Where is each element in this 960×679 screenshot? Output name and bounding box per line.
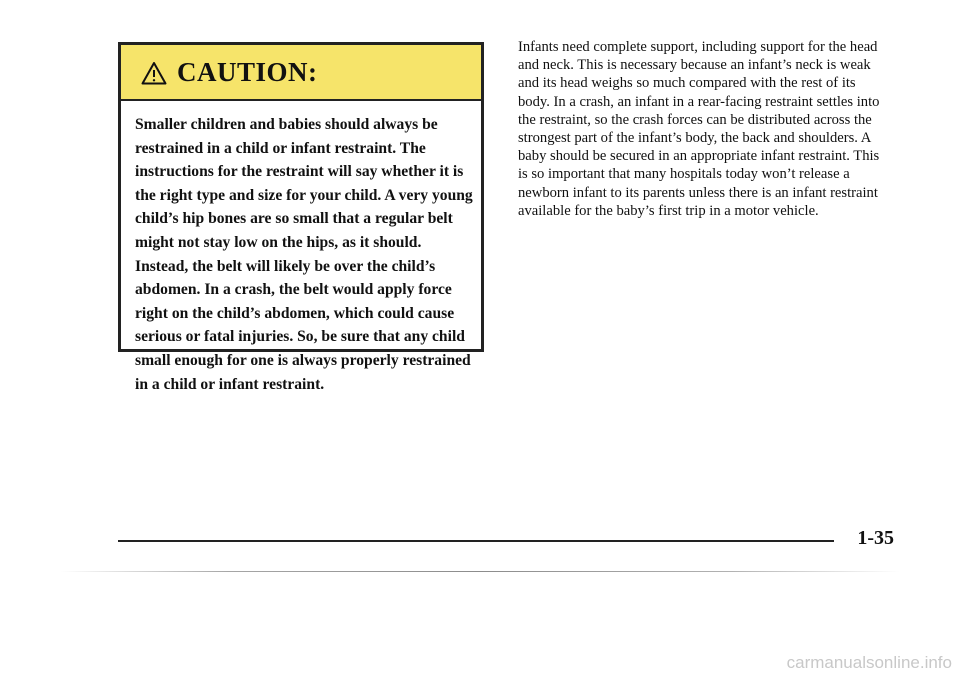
caution-text: Smaller children and babies should always be restrained in a child or infant restraint. The instructions for the restraint will say whether it is the right type and size for your child. A very young child’s hip bones are so small that a regular belt might not stay low on the hips, as it should. Instead, the belt will likely be over the child’s abdomen. In a crash, the belt would apply force right on the child’s abdomen, which could cause serious or fatal injuries. So, be sure that any child small enough for one is always properly restrained in a child or infant restraint. xyxy=(135,116,473,393)
body-paragraph: Infants need complete support, including support for the head and neck. This is necessary because an infant’s neck is weak and its head weighs so much compared with the rest of its body. In a crash, an infant in a rear-facing restraint settles into the restraint, so the crash forces can be distributed across the strongest part of the infant’s body, the back and shoulders. A baby should be secured in an appropriate infant restraint. This is so important that many hospitals today won’t release a newborn infant to its parents unless there is an infant restraint available for the baby’s first trip in a motor vehicle. xyxy=(518,39,880,219)
warning-triangle-icon xyxy=(141,61,167,85)
page-number: 1-35 xyxy=(857,527,894,549)
watermark[interactable]: carmanualsonline.info xyxy=(786,653,952,672)
caution-box xyxy=(118,42,484,393)
caution-header xyxy=(121,45,481,101)
caution-title: CAUTION: xyxy=(177,56,318,87)
footer-rule xyxy=(118,540,834,542)
scan-edge-line xyxy=(60,571,900,572)
